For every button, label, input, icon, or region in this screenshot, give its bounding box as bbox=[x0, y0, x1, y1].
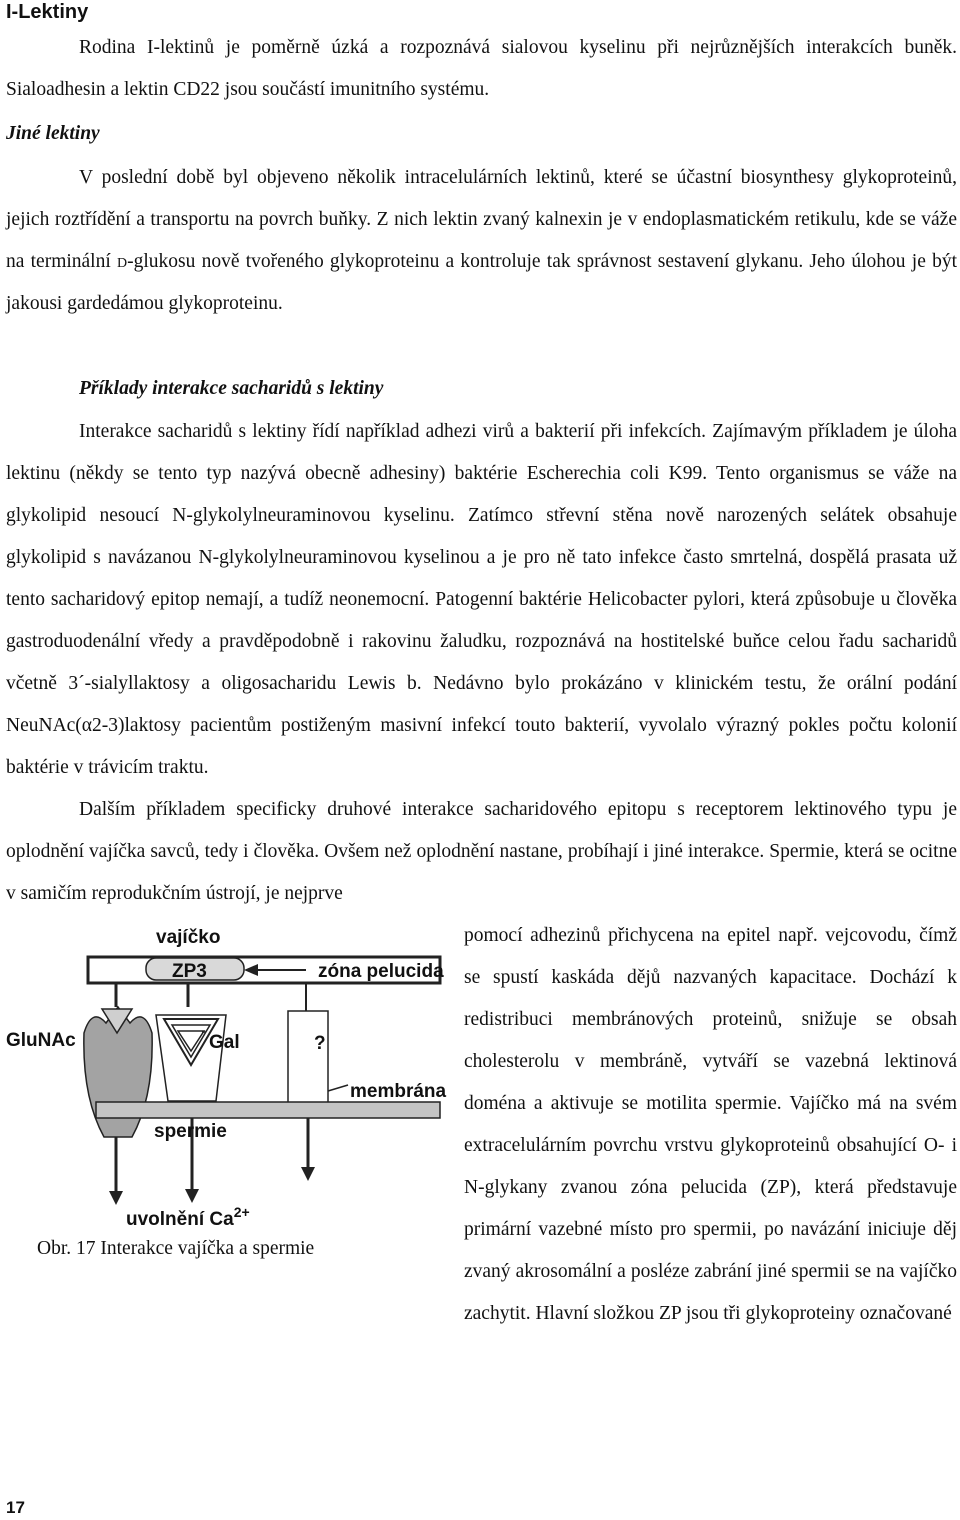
label-calcium-superscript: 2+ bbox=[233, 1204, 250, 1220]
examples-title: Příklady interakce sacharidů s lektiny bbox=[79, 378, 384, 399]
label-zona-pelucida: zóna pelucida bbox=[318, 961, 444, 982]
other-lectins-block bbox=[6, 157, 957, 325]
label-gal: Gal bbox=[209, 1032, 240, 1053]
label-membrane: membrána bbox=[350, 1081, 447, 1102]
figure bbox=[6, 915, 464, 1320]
section-paragraph: Rodina I-lektinů je poměrně úzká a rozpoznává sialovou kyselinu při nejrůznějších interakcích buněk. Sialoadhesin a lektin CD22 jsou součástí imunitního systému. bbox=[6, 37, 957, 100]
examples-paragraph-2b: pomocí adhezinů přichycena na epitel např. vejcovodu, čímž se spustí kaskáda dějů nazvaných kapacitace. Dochází k redistribuci membránových proteinů, snižuje se obsah cholesterolu v membráně, vytváří se vazebná lektinová doména a aktivuje se motilita spermie. Vajíčko má na svém extracelulárním povrchu vrstvu glykoproteinů obsahující O- i N-glykany zvanou zóna pelucida (ZP), která představuje primární vazebné místo pro spermii, po navázání iniciuje děj zvaný akrosomální a posléze zabrání jiné spermii se na vajíčko zachytit. Hlavní složkou ZP jsou tři glykoproteiny označované bbox=[464, 925, 957, 1324]
label-sperm: spermie bbox=[154, 1121, 227, 1142]
figure-caption: Obr. 17 Interakce vajíčka a spermie bbox=[37, 1238, 315, 1259]
other-lectins-paragraph bbox=[6, 157, 957, 325]
label-glunac: GluNAc bbox=[6, 1030, 76, 1051]
other-lectins-title: Jiné lektiny bbox=[6, 123, 100, 144]
d-prefix: d bbox=[117, 251, 128, 272]
page-number: 17 bbox=[6, 1498, 25, 1517]
label-zp3: ZP3 bbox=[172, 961, 207, 982]
label-egg: vajíčko bbox=[156, 927, 221, 948]
examples-block bbox=[6, 411, 957, 1335]
label-question: ? bbox=[314, 1033, 326, 1054]
section-title: I-Lektiny bbox=[6, 1, 89, 23]
other-lectins-text-2: -glukosu nově tvořeného glykoproteinu a kontroluje tak správnost sestavení glykanu. Jeho úlohou je být jakousi gardedámou glykoproteinu. bbox=[6, 251, 957, 314]
section-paragraph-block bbox=[6, 27, 957, 111]
examples-paragraph: Interakce sacharidů s lektiny řídí například adhezi virů a bakterií při infekcích. Zajímavým příkladem je úloha lektinu (někdy se tento typ nazývá obecně adhesiny) baktérie Escherechia coli K99. Tento organismus se váže na glykolipid nesoucí N-glykolylneuraminovou kyselinu. Zatímco střevní stěna nově narozených selátek obsahuje glykolipid s navázanou N-glykolylneuraminovou kyselinou a je pro ně tato infekce často smrtelná, dospělá prasata už tento sacharidový epitop nemají, a tudíž neonemocní. Patogenní baktérie Helicobacter pylori, která způsobuje u člověka gastroduodenální vředy a pravděpodobně i rakovinu žaludku, rozpoznává na hostitelské buňce celou řadu sacharidů včetně 3´-sialyllaktosy a oligosacharidu Lewis b. Nedávno bylo prokázáno v klinickém testu, že orální podání NeuNAc(α2-3)laktosy pacientům postiženým masivní infekcí touto bakterií, vyvolalo výrazný pokles počtu kolonií baktérie v trávicím traktu. bbox=[6, 421, 957, 778]
examples-paragraph-2a: Dalším příkladem specificky druhové interakce sacharidového epitopu s receptorem lektinového typu je oplodnění vajíčka savců, tedy i člověka. Ovšem než oplodnění nastane, probíhají i jiné interakce. Spermie, která se ocitne v samičím reprodukčním ústrojí, je nejprve bbox=[6, 799, 957, 904]
label-calcium-release bbox=[126, 1204, 250, 1230]
label-calcium-text: uvolnění Ca bbox=[126, 1209, 234, 1230]
egg-sperm-diagram bbox=[6, 915, 464, 1235]
other-lectins-text-1: V poslední době byl objeveno několik intracelulárních lektinů, které se účastní biosynthesy glykoproteinů, jejich roztřídění a transportu na povrch buňky. Z nich lektin zvaný kalnexin je v endoplasmatickém retikulu, kde se váže na terminální bbox=[6, 167, 957, 272]
